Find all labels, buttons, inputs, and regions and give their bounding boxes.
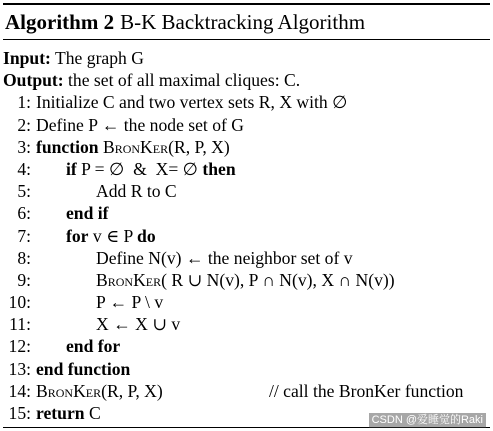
line-number: 15: — [8, 403, 31, 423]
line-number: 1: — [17, 92, 31, 113]
code-line — [3, 114, 490, 136]
code-text: Define N(v) ← the neighbor set of v — [96, 247, 353, 268]
algorithm-body — [3, 40, 490, 424]
output-text: the set of all maximal cliques: C. — [68, 70, 301, 91]
line-code — [36, 380, 163, 402]
input-label: Input: — [3, 48, 51, 68]
line-code — [36, 114, 244, 136]
keyword: end function — [36, 358, 131, 379]
keyword: then — [202, 158, 236, 179]
code-text: X ← X ∪ v — [96, 314, 181, 335]
line-code — [36, 402, 101, 424]
code-text: v ∈ P — [92, 225, 133, 246]
keyword: function — [36, 136, 99, 157]
line-number: 2: — [17, 114, 31, 135]
line-number: 14: — [8, 380, 31, 401]
code-text: (R, P, X) — [101, 380, 163, 401]
line-number: 9: — [17, 269, 31, 290]
code-line — [3, 269, 490, 291]
line-code — [36, 91, 347, 113]
line-number: 3: — [17, 136, 31, 157]
code-line — [3, 291, 490, 313]
code-line — [3, 247, 490, 269]
code-text: C — [88, 403, 101, 423]
line-code — [96, 313, 180, 335]
output-line — [3, 69, 490, 91]
code-line — [3, 136, 490, 158]
line-number: 12: — [8, 336, 31, 357]
code-text: Initialize C and two vertex sets R, X with ∅ — [36, 92, 348, 113]
procedure-name: BronKer — [36, 380, 102, 401]
line-code — [66, 225, 156, 247]
keyword: return — [36, 403, 85, 423]
code-text: P = ∅ & X= ∅ — [81, 158, 198, 179]
keyword: for — [66, 225, 89, 246]
code-text: Add R to C — [96, 181, 177, 202]
watermark: CSDN @爱睡觉的Raki — [369, 413, 486, 428]
line-code — [96, 291, 163, 313]
line-number: 6: — [17, 203, 31, 224]
code-text: (R, P, X) — [168, 136, 230, 157]
output-label: Output: — [3, 70, 64, 91]
code-text: Define P ← the node set of G — [36, 114, 244, 135]
procedure-name: BronKer — [102, 136, 169, 157]
algorithm-title: B-K Backtracking Algorithm — [120, 9, 366, 34]
line-number: 13: — [8, 358, 31, 379]
code-line — [3, 313, 490, 335]
line-code — [66, 335, 120, 357]
line-code — [66, 202, 109, 224]
code-text: ( R ∪ N(v), P ∩ N(v), X ∩ N(v)) — [161, 269, 395, 290]
code-line — [3, 180, 490, 202]
code-line — [3, 91, 490, 113]
algorithm-lines — [3, 91, 490, 424]
line-code — [36, 136, 230, 158]
line-code — [96, 269, 395, 291]
line-code — [96, 180, 177, 202]
input-text: The graph G — [55, 48, 144, 68]
line-number: 8: — [17, 247, 31, 268]
code-line — [3, 202, 490, 224]
algorithm-block — [3, 3, 490, 424]
line-code — [66, 158, 236, 180]
algorithm-label: Algorithm 2 — [5, 9, 115, 34]
keyword: do — [137, 225, 156, 246]
procedure-name: BronKer — [96, 269, 162, 290]
code-comment: // call the BronKer function — [269, 380, 464, 401]
line-number: 7: — [17, 225, 31, 246]
code-line — [3, 380, 490, 402]
input-line — [3, 47, 490, 69]
code-text: P ← P \ v — [96, 292, 164, 313]
line-number: 10: — [8, 292, 31, 313]
line-code — [36, 358, 130, 380]
line-number: 5: — [17, 181, 31, 202]
code-line — [3, 158, 490, 180]
keyword: end if — [66, 203, 109, 224]
code-line — [3, 225, 490, 247]
line-number: 4: — [17, 158, 31, 179]
code-line — [3, 335, 490, 357]
code-line — [3, 358, 490, 380]
algorithm-header — [3, 5, 490, 39]
line-number: 11: — [9, 314, 31, 335]
keyword: end for — [66, 336, 121, 357]
keyword: if — [66, 158, 77, 179]
line-code — [96, 247, 353, 269]
